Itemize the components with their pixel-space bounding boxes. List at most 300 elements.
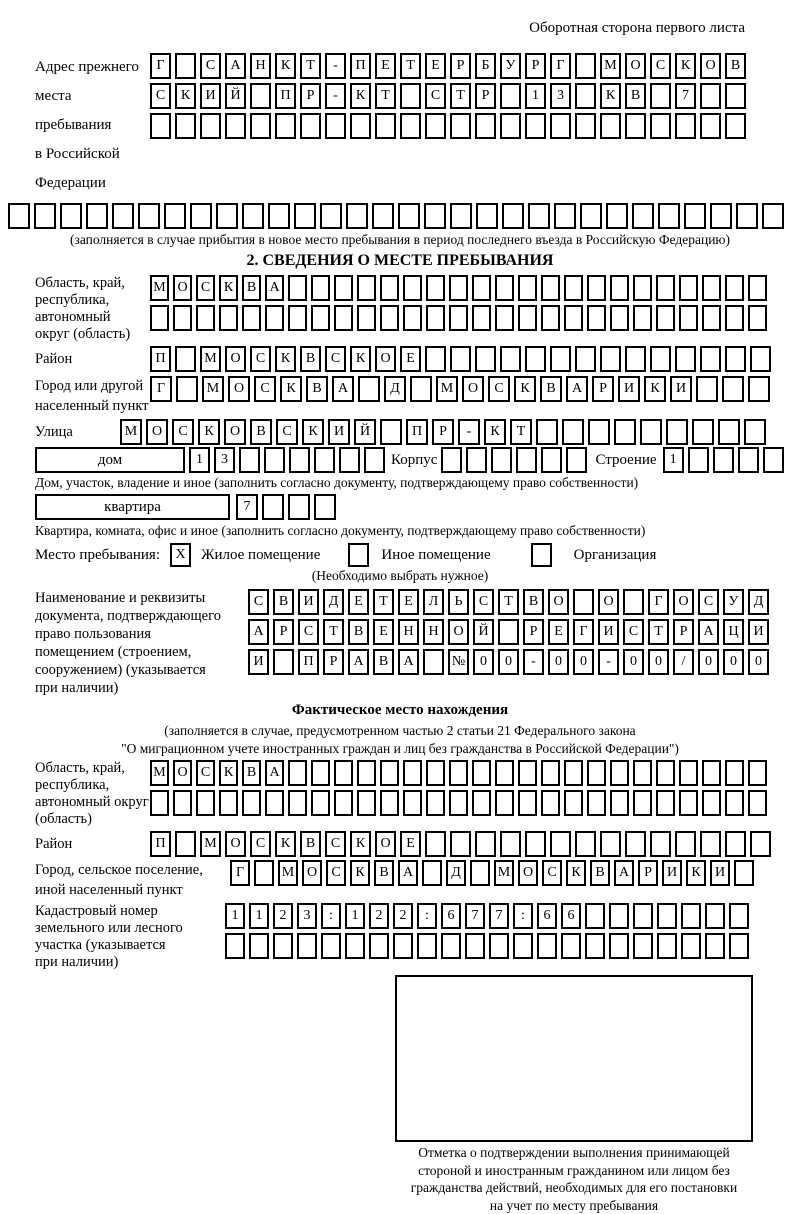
char-cell[interactable] bbox=[688, 447, 709, 473]
char-cell[interactable]: С bbox=[248, 589, 269, 615]
char-cell[interactable] bbox=[254, 860, 274, 886]
char-cell[interactable]: Р bbox=[523, 619, 544, 645]
char-cell[interactable]: Е bbox=[373, 619, 394, 645]
char-cell[interactable]: И bbox=[328, 419, 350, 445]
char-cell[interactable] bbox=[518, 760, 537, 786]
char-cell[interactable] bbox=[297, 933, 317, 959]
char-cell[interactable] bbox=[657, 933, 677, 959]
char-cell[interactable] bbox=[500, 831, 521, 857]
char-cell[interactable] bbox=[441, 933, 461, 959]
char-cell[interactable]: Д bbox=[748, 589, 769, 615]
char-cell[interactable]: : bbox=[513, 903, 533, 929]
char-cell[interactable]: В bbox=[306, 376, 328, 402]
char-cell[interactable] bbox=[658, 203, 680, 229]
char-cell[interactable]: О bbox=[302, 860, 322, 886]
char-cell[interactable] bbox=[288, 494, 310, 520]
char-cell[interactable] bbox=[403, 760, 422, 786]
char-cell[interactable]: С bbox=[650, 53, 671, 79]
char-cell[interactable] bbox=[495, 305, 514, 331]
char-cell[interactable]: Т bbox=[373, 589, 394, 615]
char-cell[interactable] bbox=[264, 447, 285, 473]
stroenie-cells[interactable] bbox=[663, 447, 788, 473]
char-cell[interactable]: 2 bbox=[369, 903, 389, 929]
char-cell[interactable]: Г bbox=[573, 619, 594, 645]
char-cell[interactable]: Е bbox=[548, 619, 569, 645]
char-cell[interactable]: Р bbox=[273, 619, 294, 645]
city-row[interactable] bbox=[150, 376, 774, 402]
char-cell[interactable] bbox=[346, 203, 368, 229]
char-cell[interactable]: А bbox=[398, 649, 419, 675]
char-cell[interactable]: К bbox=[644, 376, 666, 402]
char-cell[interactable]: А bbox=[248, 619, 269, 645]
document-row-1[interactable] bbox=[248, 589, 773, 615]
char-cell[interactable] bbox=[609, 933, 629, 959]
char-cell[interactable] bbox=[196, 790, 215, 816]
char-cell[interactable]: Н bbox=[423, 619, 444, 645]
char-cell[interactable]: О bbox=[146, 419, 168, 445]
char-cell[interactable] bbox=[357, 305, 376, 331]
char-cell[interactable] bbox=[736, 203, 758, 229]
char-cell[interactable]: К bbox=[350, 83, 371, 109]
char-cell[interactable] bbox=[311, 275, 330, 301]
char-cell[interactable] bbox=[216, 203, 238, 229]
char-cell[interactable] bbox=[700, 113, 721, 139]
char-cell[interactable] bbox=[575, 346, 596, 372]
char-cell[interactable]: К bbox=[675, 53, 696, 79]
char-cell[interactable]: 0 bbox=[648, 649, 669, 675]
char-cell[interactable]: Й bbox=[225, 83, 246, 109]
char-cell[interactable] bbox=[239, 447, 260, 473]
char-cell[interactable] bbox=[738, 447, 759, 473]
char-cell[interactable] bbox=[725, 305, 744, 331]
char-cell[interactable] bbox=[656, 305, 675, 331]
char-cell[interactable] bbox=[294, 203, 316, 229]
char-cell[interactable]: В bbox=[250, 419, 272, 445]
char-cell[interactable] bbox=[325, 113, 346, 139]
char-cell[interactable] bbox=[650, 83, 671, 109]
char-cell[interactable] bbox=[679, 790, 698, 816]
char-cell[interactable] bbox=[541, 790, 560, 816]
char-cell[interactable]: А bbox=[225, 53, 246, 79]
char-cell[interactable] bbox=[656, 760, 675, 786]
char-cell[interactable]: П bbox=[298, 649, 319, 675]
char-cell[interactable]: О bbox=[224, 419, 246, 445]
char-cell[interactable] bbox=[265, 790, 284, 816]
char-cell[interactable] bbox=[357, 760, 376, 786]
char-cell[interactable]: К bbox=[514, 376, 536, 402]
char-cell[interactable]: М bbox=[202, 376, 224, 402]
char-cell[interactable] bbox=[710, 203, 732, 229]
char-cell[interactable] bbox=[516, 447, 537, 473]
char-cell[interactable]: С bbox=[200, 53, 221, 79]
char-cell[interactable] bbox=[489, 933, 509, 959]
char-cell[interactable]: О bbox=[228, 376, 250, 402]
char-cell[interactable] bbox=[633, 305, 652, 331]
char-cell[interactable] bbox=[138, 203, 160, 229]
char-cell[interactable] bbox=[369, 933, 389, 959]
char-cell[interactable]: Т bbox=[450, 83, 471, 109]
char-cell[interactable] bbox=[403, 790, 422, 816]
char-cell[interactable]: Г bbox=[550, 53, 571, 79]
char-cell[interactable]: К bbox=[280, 376, 302, 402]
char-cell[interactable]: И bbox=[710, 860, 730, 886]
char-cell[interactable] bbox=[734, 860, 754, 886]
char-cell[interactable] bbox=[700, 346, 721, 372]
char-cell[interactable] bbox=[587, 275, 606, 301]
char-cell[interactable] bbox=[425, 831, 446, 857]
char-cell[interactable]: / bbox=[673, 649, 694, 675]
char-cell[interactable] bbox=[498, 619, 519, 645]
char-cell[interactable]: Т bbox=[510, 419, 532, 445]
char-cell[interactable]: 3 bbox=[214, 447, 235, 473]
char-cell[interactable]: О bbox=[598, 589, 619, 615]
city2-row[interactable] bbox=[230, 860, 758, 886]
char-cell[interactable] bbox=[748, 305, 767, 331]
char-cell[interactable] bbox=[748, 275, 767, 301]
char-cell[interactable] bbox=[314, 447, 335, 473]
char-cell[interactable] bbox=[600, 831, 621, 857]
char-cell[interactable]: Р bbox=[323, 649, 344, 675]
char-cell[interactable] bbox=[476, 203, 498, 229]
char-cell[interactable]: В bbox=[625, 83, 646, 109]
char-cell[interactable] bbox=[8, 203, 30, 229]
char-cell[interactable]: Д bbox=[446, 860, 466, 886]
char-cell[interactable]: Е bbox=[425, 53, 446, 79]
char-cell[interactable]: 0 bbox=[623, 649, 644, 675]
char-cell[interactable]: В bbox=[373, 649, 394, 675]
char-cell[interactable]: 0 bbox=[748, 649, 769, 675]
char-cell[interactable] bbox=[311, 305, 330, 331]
char-cell[interactable] bbox=[465, 933, 485, 959]
char-cell[interactable]: О bbox=[173, 275, 192, 301]
char-cell[interactable] bbox=[625, 346, 646, 372]
char-cell[interactable] bbox=[289, 447, 310, 473]
char-cell[interactable]: С bbox=[623, 619, 644, 645]
char-cell[interactable]: П bbox=[275, 83, 296, 109]
char-cell[interactable] bbox=[334, 760, 353, 786]
char-cell[interactable]: П bbox=[350, 53, 371, 79]
char-cell[interactable] bbox=[640, 419, 662, 445]
char-cell[interactable] bbox=[400, 113, 421, 139]
char-cell[interactable]: Т bbox=[498, 589, 519, 615]
char-cell[interactable] bbox=[625, 113, 646, 139]
house-number-cells[interactable] bbox=[189, 447, 389, 473]
char-cell[interactable]: 0 bbox=[723, 649, 744, 675]
char-cell[interactable]: К bbox=[350, 831, 371, 857]
char-cell[interactable] bbox=[339, 447, 360, 473]
char-cell[interactable] bbox=[610, 790, 629, 816]
char-cell[interactable] bbox=[722, 376, 744, 402]
char-cell[interactable] bbox=[150, 790, 169, 816]
char-cell[interactable] bbox=[541, 305, 560, 331]
char-cell[interactable]: Р bbox=[638, 860, 658, 886]
char-cell[interactable] bbox=[350, 113, 371, 139]
char-cell[interactable] bbox=[633, 760, 652, 786]
char-cell[interactable]: Д bbox=[323, 589, 344, 615]
char-cell[interactable] bbox=[375, 113, 396, 139]
char-cell[interactable]: № bbox=[448, 649, 469, 675]
char-cell[interactable] bbox=[288, 790, 307, 816]
char-cell[interactable] bbox=[357, 275, 376, 301]
char-cell[interactable] bbox=[587, 760, 606, 786]
char-cell[interactable] bbox=[700, 831, 721, 857]
char-cell[interactable] bbox=[536, 419, 558, 445]
char-cell[interactable] bbox=[491, 447, 512, 473]
char-cell[interactable] bbox=[225, 113, 246, 139]
char-cell[interactable] bbox=[623, 589, 644, 615]
char-cell[interactable]: А bbox=[332, 376, 354, 402]
char-cell[interactable] bbox=[562, 419, 584, 445]
char-cell[interactable] bbox=[175, 831, 196, 857]
char-cell[interactable]: О bbox=[448, 619, 469, 645]
checkbox-residential[interactable]: X bbox=[170, 543, 191, 567]
char-cell[interactable] bbox=[744, 419, 766, 445]
char-cell[interactable] bbox=[242, 305, 261, 331]
char-cell[interactable]: А bbox=[566, 376, 588, 402]
char-cell[interactable]: С bbox=[298, 619, 319, 645]
char-cell[interactable] bbox=[449, 760, 468, 786]
char-cell[interactable]: А bbox=[265, 760, 284, 786]
char-cell[interactable] bbox=[219, 790, 238, 816]
char-cell[interactable] bbox=[112, 203, 134, 229]
char-cell[interactable] bbox=[472, 790, 491, 816]
char-cell[interactable]: А bbox=[614, 860, 634, 886]
char-cell[interactable] bbox=[358, 376, 380, 402]
char-cell[interactable] bbox=[320, 203, 342, 229]
korpus-cells[interactable] bbox=[441, 447, 591, 473]
char-cell[interactable] bbox=[518, 305, 537, 331]
char-cell[interactable]: К bbox=[219, 275, 238, 301]
char-cell[interactable] bbox=[176, 376, 198, 402]
char-cell[interactable]: 1 bbox=[189, 447, 210, 473]
char-cell[interactable] bbox=[713, 447, 734, 473]
char-cell[interactable] bbox=[495, 790, 514, 816]
char-cell[interactable]: 6 bbox=[537, 903, 557, 929]
char-cell[interactable] bbox=[518, 790, 537, 816]
char-cell[interactable] bbox=[550, 831, 571, 857]
char-cell[interactable] bbox=[175, 113, 196, 139]
char-cell[interactable]: 3 bbox=[297, 903, 317, 929]
char-cell[interactable]: 2 bbox=[273, 903, 293, 929]
char-cell[interactable] bbox=[702, 275, 721, 301]
char-cell[interactable]: Е bbox=[400, 346, 421, 372]
char-cell[interactable]: О bbox=[462, 376, 484, 402]
char-cell[interactable]: Н bbox=[398, 619, 419, 645]
char-cell[interactable]: Р bbox=[673, 619, 694, 645]
char-cell[interactable]: М bbox=[150, 275, 169, 301]
char-cell[interactable]: П bbox=[150, 346, 171, 372]
char-cell[interactable]: Г bbox=[150, 53, 171, 79]
char-cell[interactable]: С bbox=[325, 346, 346, 372]
char-cell[interactable] bbox=[679, 305, 698, 331]
document-row-2[interactable] bbox=[248, 619, 773, 645]
char-cell[interactable] bbox=[725, 83, 746, 109]
char-cell[interactable] bbox=[575, 53, 596, 79]
char-cell[interactable] bbox=[718, 419, 740, 445]
char-cell[interactable] bbox=[588, 419, 610, 445]
char-cell[interactable] bbox=[273, 649, 294, 675]
char-cell[interactable] bbox=[175, 346, 196, 372]
char-cell[interactable] bbox=[725, 275, 744, 301]
char-cell[interactable] bbox=[380, 760, 399, 786]
char-cell[interactable] bbox=[650, 113, 671, 139]
char-cell[interactable]: М bbox=[150, 760, 169, 786]
char-cell[interactable] bbox=[475, 346, 496, 372]
char-cell[interactable]: О bbox=[225, 346, 246, 372]
char-cell[interactable]: Р bbox=[525, 53, 546, 79]
char-cell[interactable] bbox=[400, 83, 421, 109]
char-cell[interactable] bbox=[321, 933, 341, 959]
char-cell[interactable]: М bbox=[278, 860, 298, 886]
char-cell[interactable] bbox=[614, 419, 636, 445]
char-cell[interactable] bbox=[573, 589, 594, 615]
char-cell[interactable] bbox=[564, 305, 583, 331]
char-cell[interactable]: Т bbox=[400, 53, 421, 79]
char-cell[interactable] bbox=[606, 203, 628, 229]
char-cell[interactable] bbox=[250, 113, 271, 139]
char-cell[interactable] bbox=[426, 790, 445, 816]
char-cell[interactable] bbox=[425, 346, 446, 372]
char-cell[interactable] bbox=[705, 933, 725, 959]
char-cell[interactable]: 7 bbox=[236, 494, 258, 520]
char-cell[interactable] bbox=[705, 903, 725, 929]
char-cell[interactable] bbox=[426, 275, 445, 301]
cadastral-row-1[interactable] bbox=[225, 903, 753, 929]
char-cell[interactable] bbox=[600, 113, 621, 139]
char-cell[interactable]: Р bbox=[592, 376, 614, 402]
char-cell[interactable] bbox=[495, 275, 514, 301]
char-cell[interactable] bbox=[441, 447, 462, 473]
char-cell[interactable] bbox=[196, 305, 215, 331]
char-cell[interactable] bbox=[334, 790, 353, 816]
char-cell[interactable] bbox=[702, 790, 721, 816]
char-cell[interactable] bbox=[288, 275, 307, 301]
char-cell[interactable]: Е bbox=[398, 589, 419, 615]
char-cell[interactable]: Н bbox=[250, 53, 271, 79]
char-cell[interactable]: Е bbox=[400, 831, 421, 857]
char-cell[interactable]: 0 bbox=[473, 649, 494, 675]
char-cell[interactable]: 1 bbox=[525, 83, 546, 109]
char-cell[interactable]: К bbox=[302, 419, 324, 445]
char-cell[interactable]: С bbox=[698, 589, 719, 615]
char-cell[interactable]: П bbox=[150, 831, 171, 857]
char-cell[interactable]: О bbox=[518, 860, 538, 886]
char-cell[interactable] bbox=[219, 305, 238, 331]
char-cell[interactable] bbox=[575, 831, 596, 857]
char-cell[interactable]: М bbox=[600, 53, 621, 79]
char-cell[interactable] bbox=[500, 346, 521, 372]
char-cell[interactable] bbox=[475, 831, 496, 857]
char-cell[interactable] bbox=[566, 447, 587, 473]
char-cell[interactable] bbox=[275, 113, 296, 139]
char-cell[interactable] bbox=[495, 760, 514, 786]
char-cell[interactable] bbox=[725, 113, 746, 139]
char-cell[interactable]: А bbox=[698, 619, 719, 645]
prev-address-row-2[interactable] bbox=[150, 83, 750, 109]
char-cell[interactable]: В bbox=[523, 589, 544, 615]
char-cell[interactable]: И bbox=[298, 589, 319, 615]
char-cell[interactable]: : bbox=[417, 903, 437, 929]
char-cell[interactable]: 1 bbox=[225, 903, 245, 929]
char-cell[interactable]: Л bbox=[423, 589, 444, 615]
checkbox-other-premises[interactable] bbox=[348, 543, 369, 567]
char-cell[interactable] bbox=[190, 203, 212, 229]
char-cell[interactable] bbox=[403, 275, 422, 301]
char-cell[interactable] bbox=[380, 790, 399, 816]
char-cell[interactable] bbox=[585, 933, 605, 959]
char-cell[interactable] bbox=[250, 83, 271, 109]
char-cell[interactable] bbox=[587, 305, 606, 331]
char-cell[interactable]: Р bbox=[300, 83, 321, 109]
char-cell[interactable] bbox=[675, 113, 696, 139]
char-cell[interactable]: Т bbox=[375, 83, 396, 109]
char-cell[interactable] bbox=[633, 275, 652, 301]
char-cell[interactable]: А bbox=[265, 275, 284, 301]
char-cell[interactable] bbox=[541, 447, 562, 473]
char-cell[interactable]: В bbox=[242, 275, 261, 301]
char-cell[interactable] bbox=[575, 113, 596, 139]
char-cell[interactable] bbox=[632, 203, 654, 229]
char-cell[interactable]: 2 bbox=[393, 903, 413, 929]
street-row[interactable] bbox=[120, 419, 770, 445]
char-cell[interactable] bbox=[610, 305, 629, 331]
char-cell[interactable]: И bbox=[748, 619, 769, 645]
char-cell[interactable]: С bbox=[425, 83, 446, 109]
char-cell[interactable] bbox=[513, 933, 533, 959]
char-cell[interactable] bbox=[748, 760, 767, 786]
char-cell[interactable] bbox=[288, 305, 307, 331]
region2-row-2[interactable] bbox=[150, 790, 771, 816]
char-cell[interactable] bbox=[575, 83, 596, 109]
char-cell[interactable]: И bbox=[670, 376, 692, 402]
char-cell[interactable] bbox=[426, 760, 445, 786]
char-cell[interactable]: С bbox=[196, 275, 215, 301]
char-cell[interactable] bbox=[403, 305, 422, 331]
char-cell[interactable]: К bbox=[198, 419, 220, 445]
char-cell[interactable]: У bbox=[500, 53, 521, 79]
char-cell[interactable] bbox=[656, 790, 675, 816]
char-cell[interactable]: С bbox=[250, 346, 271, 372]
char-cell[interactable] bbox=[466, 447, 487, 473]
char-cell[interactable] bbox=[675, 346, 696, 372]
char-cell[interactable] bbox=[600, 346, 621, 372]
char-cell[interactable] bbox=[537, 933, 557, 959]
char-cell[interactable] bbox=[450, 203, 472, 229]
document-row-3[interactable] bbox=[248, 649, 773, 675]
char-cell[interactable] bbox=[372, 203, 394, 229]
char-cell[interactable]: И bbox=[598, 619, 619, 645]
char-cell[interactable]: Г bbox=[648, 589, 669, 615]
char-cell[interactable]: Г bbox=[230, 860, 250, 886]
char-cell[interactable]: В bbox=[300, 346, 321, 372]
char-cell[interactable] bbox=[380, 275, 399, 301]
char-cell[interactable] bbox=[173, 305, 192, 331]
char-cell[interactable] bbox=[528, 203, 550, 229]
district-row[interactable] bbox=[150, 346, 775, 372]
char-cell[interactable] bbox=[609, 903, 629, 929]
char-cell[interactable]: 1 bbox=[345, 903, 365, 929]
char-cell[interactable] bbox=[242, 203, 264, 229]
char-cell[interactable] bbox=[525, 831, 546, 857]
char-cell[interactable]: В bbox=[348, 619, 369, 645]
char-cell[interactable]: Д bbox=[384, 376, 406, 402]
char-cell[interactable] bbox=[300, 113, 321, 139]
char-cell[interactable] bbox=[525, 113, 546, 139]
char-cell[interactable]: Й bbox=[473, 619, 494, 645]
char-cell[interactable] bbox=[650, 346, 671, 372]
char-cell[interactable] bbox=[696, 376, 718, 402]
char-cell[interactable]: Й bbox=[354, 419, 376, 445]
